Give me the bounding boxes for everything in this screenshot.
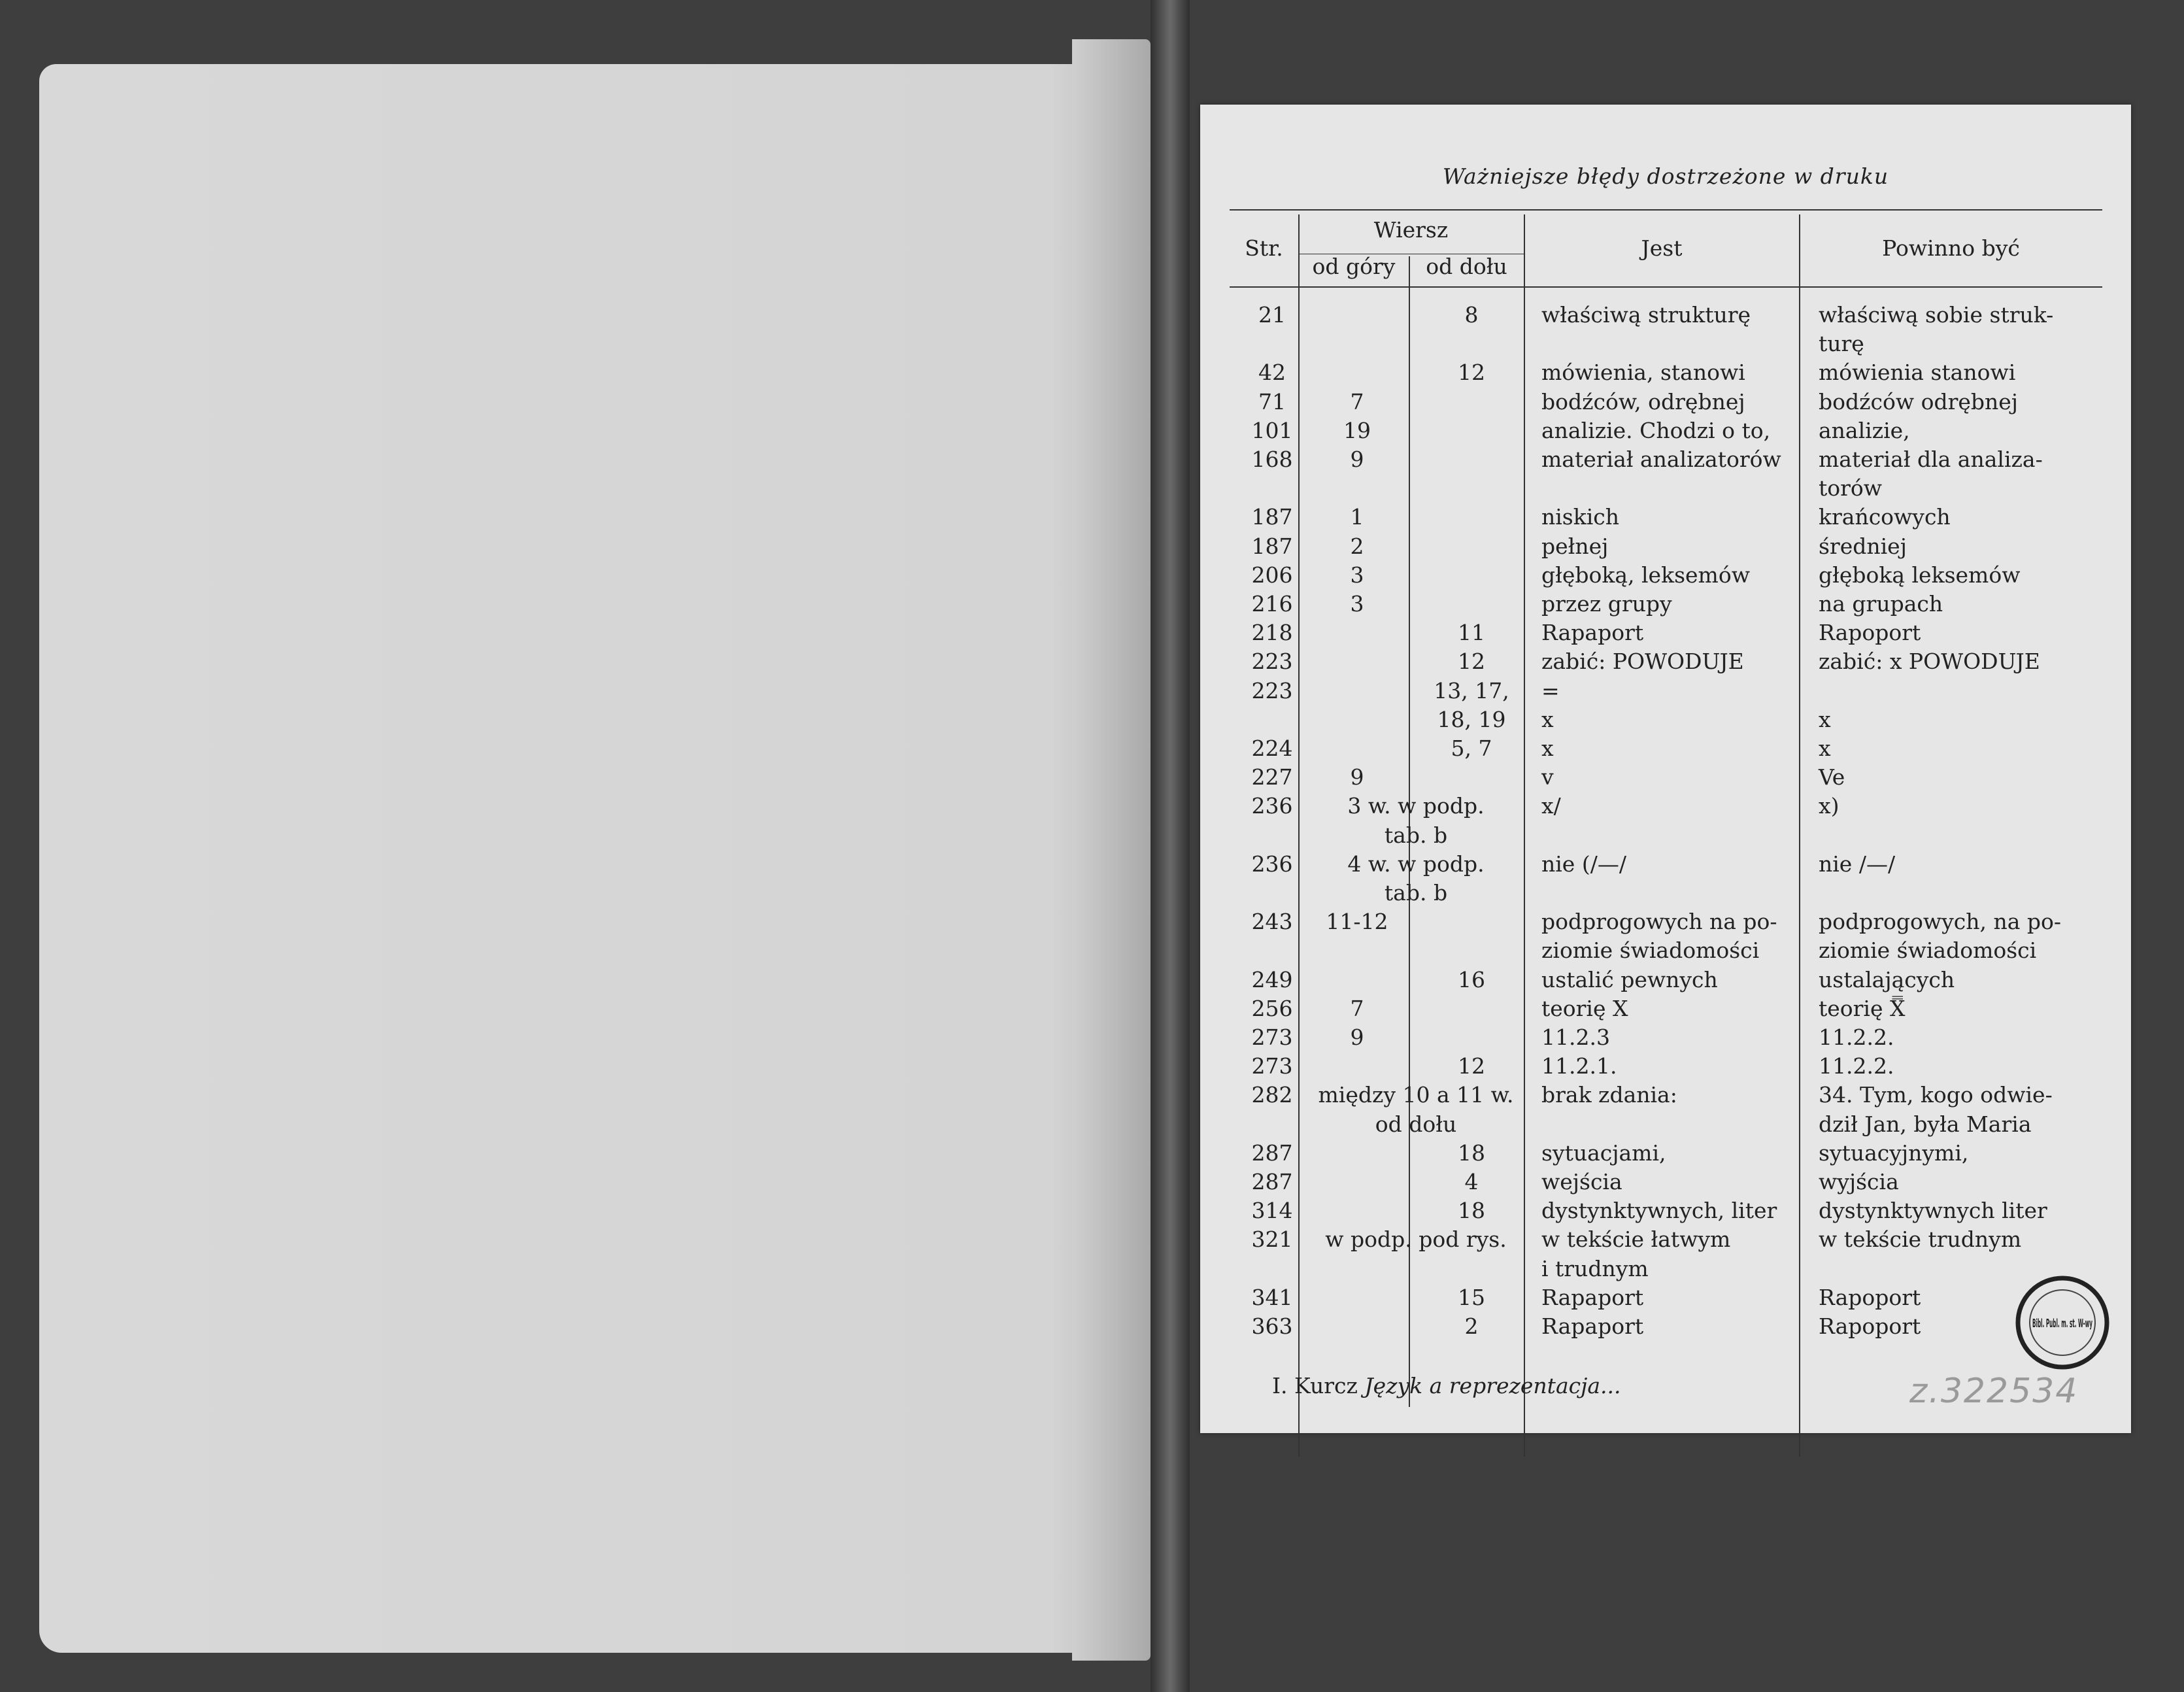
- stamp-text: Bibl. Publ. m. st. W-wy: [2032, 1317, 2093, 1330]
- library-stamp: [2013, 1274, 2111, 1372]
- line-from-bottom-cell: 16: [1458, 966, 1485, 992]
- page-number-cell: 273: [1251, 1024, 1293, 1050]
- page-number-cell: 168: [1251, 447, 1293, 472]
- erroneous-text-cell: 11.2.1.: [1541, 1053, 1617, 1079]
- page-number-cell: 187: [1251, 533, 1293, 559]
- erroneous-text-cell: głęboką, leksemów: [1541, 562, 1750, 588]
- line-from-top-cell: 9: [1350, 1024, 1364, 1050]
- corrected-text-cell: Rapoport: [1819, 1313, 1921, 1339]
- erroneous-text-cell: x: [1541, 736, 1554, 761]
- corrected-text-cell: głęboką leksemów: [1819, 562, 2021, 588]
- page-number-cell: 341: [1251, 1284, 1293, 1310]
- line-reference-cell: w podp. pod rys.: [1325, 1227, 1507, 1253]
- corrected-text-cell: sytuacyjnymi,: [1819, 1140, 1969, 1166]
- line-from-bottom-cell: 15: [1458, 1284, 1485, 1310]
- line-from-top-cell: 9: [1350, 447, 1364, 472]
- erroneous-text-cell: =: [1541, 677, 1560, 703]
- book-gutter: [1151, 0, 1190, 1692]
- erroneous-text-cell: 11.2.3: [1541, 1024, 1610, 1050]
- line-from-bottom-cell: 8: [1464, 302, 1479, 328]
- line-from-bottom-cell: 13, 17,: [1434, 677, 1509, 703]
- book-spine-edge: [1072, 39, 1151, 1661]
- page-number-cell: 282: [1251, 1082, 1293, 1108]
- line-from-bottom-cell: 18: [1458, 1140, 1485, 1166]
- page-number-cell: 224: [1251, 736, 1293, 761]
- erroneous-text-cell: ziomie świadomości: [1541, 938, 1760, 964]
- corrected-text-cell: podprogowych, na po-: [1819, 909, 2062, 935]
- corrected-text-cell: mówienia stanowi: [1819, 360, 2016, 386]
- erroneous-text-cell: przez grupy: [1541, 591, 1672, 617]
- corrected-text-cell: Rapoport: [1819, 620, 1921, 646]
- erroneous-text-cell: Rapaport: [1541, 1284, 1644, 1310]
- author-name: I. Kurcz: [1272, 1373, 1358, 1398]
- erroneous-text-cell: nie (/—/: [1541, 851, 1626, 877]
- errata-sheet: [1200, 105, 2131, 1433]
- corrected-text-cell: zabić: x POWODUJE: [1819, 649, 2040, 675]
- line-reference-cell: od dołu: [1375, 1111, 1457, 1137]
- page-number-cell: 236: [1251, 851, 1293, 877]
- erroneous-text-cell: Rapaport: [1541, 1313, 1644, 1339]
- page-number-cell: 363: [1251, 1313, 1293, 1339]
- corrected-text-cell: krańcowych: [1819, 504, 1951, 530]
- page-number-cell: 223: [1251, 649, 1293, 675]
- corrected-text-cell: dystynktywnych liter: [1819, 1198, 2047, 1224]
- page-number-cell: 218: [1251, 620, 1293, 646]
- line-from-bottom-cell: 18, 19: [1437, 706, 1506, 732]
- erroneous-text-cell: pełnej: [1541, 533, 1609, 559]
- erroneous-text-cell: materiał analizatorów: [1541, 447, 1781, 472]
- erroneous-text-cell: dystynktywnych, liter: [1541, 1198, 1777, 1224]
- line-from-top-cell: 11-12: [1326, 909, 1388, 935]
- header-wiersz: Wiersz: [1373, 217, 1449, 243]
- corrected-text-cell: dził Jan, była Maria: [1819, 1111, 2032, 1137]
- page-number-cell: 243: [1251, 909, 1293, 935]
- corrected-text-cell: 34. Tym, kogo odwie-: [1819, 1082, 2053, 1108]
- corrected-text-cell: turę: [1819, 331, 1864, 357]
- corrected-text-cell: 11.2.2.: [1819, 1024, 1894, 1050]
- corrected-text-cell: materiał dla analiza-: [1819, 447, 2043, 472]
- page-number-cell: 223: [1251, 677, 1293, 703]
- line-from-bottom-cell: 12: [1458, 1053, 1485, 1079]
- corrected-text-cell: wyjścia: [1819, 1169, 1899, 1194]
- erroneous-text-cell: teorię X: [1541, 995, 1628, 1021]
- line-from-bottom-cell: 5, 7: [1451, 736, 1492, 761]
- corrected-text-cell: właściwą sobie struk-: [1819, 302, 2054, 328]
- page-number-cell: 42: [1258, 360, 1286, 386]
- corrected-text-cell: Rapoport: [1819, 1284, 1921, 1310]
- erroneous-text-cell: ustalić pewnych: [1541, 966, 1718, 992]
- erroneous-text-cell: w tekście łatwym: [1541, 1227, 1731, 1253]
- header-bottom-rule: [1230, 286, 2102, 288]
- errata-title: Ważniejsze błędy dostrzeżone w druku: [1442, 163, 1889, 189]
- line-reference-cell: między 10 a 11 w.: [1318, 1082, 1514, 1108]
- page-number-cell: 216: [1251, 591, 1293, 617]
- line-reference-cell: tab. b: [1384, 822, 1448, 848]
- line-from-top-cell: 9: [1350, 764, 1364, 790]
- corrected-text-cell: na grupach: [1819, 591, 1943, 617]
- header-jest: Jest: [1641, 235, 1683, 261]
- page-number-cell: 101: [1251, 417, 1293, 443]
- erroneous-text-cell: sytuacjami,: [1541, 1140, 1666, 1166]
- erroneous-text-cell: zabić: POWODUJE: [1541, 649, 1744, 675]
- line-from-top-cell: 1: [1350, 504, 1364, 530]
- page-number-cell: 273: [1251, 1053, 1293, 1079]
- corrected-text-cell: bodźców odrębnej: [1819, 388, 2019, 415]
- line-from-top-cell: 2: [1350, 533, 1364, 559]
- table-top-rule: [1230, 209, 2102, 211]
- corrected-text-cell: teorię X̿: [1819, 995, 1906, 1021]
- corrected-text-cell: x: [1819, 736, 1831, 761]
- page-number-cell: 227: [1251, 764, 1293, 790]
- corrected-text-cell: nie /—/: [1819, 851, 1896, 877]
- page-number-cell: 71: [1258, 388, 1286, 415]
- erroneous-text-cell: v: [1541, 764, 1554, 790]
- line-from-bottom-cell: 18: [1458, 1198, 1485, 1224]
- page-number-cell: 249: [1251, 966, 1293, 992]
- header-od-dolu: od dołu: [1426, 254, 1507, 279]
- line-reference-cell: tab. b: [1384, 880, 1448, 905]
- corrected-text-cell: Ve: [1819, 764, 1845, 790]
- line-from-bottom-cell: 4: [1464, 1169, 1479, 1194]
- erroneous-text-cell: bodźców, odrębnej: [1541, 388, 1745, 415]
- line-from-top-cell: 3: [1350, 562, 1364, 588]
- page-number-cell: 287: [1251, 1169, 1293, 1194]
- line-from-bottom-cell: 12: [1458, 649, 1485, 675]
- page-number-cell: 187: [1251, 504, 1293, 530]
- book-reference: [1272, 1373, 1621, 1398]
- erroneous-text-cell: Rapaport: [1541, 620, 1644, 646]
- corrected-text-cell: ustalających: [1819, 966, 1955, 992]
- corrected-text-cell: analizie,: [1819, 417, 1910, 443]
- corrected-text-cell: x): [1819, 793, 1840, 819]
- book-title: Język a reprezentacja...: [1364, 1373, 1621, 1398]
- header-od-gory: od góry: [1312, 254, 1396, 279]
- erroneous-text-cell: niskich: [1541, 504, 1620, 530]
- erroneous-text-cell: podprogowych na po-: [1541, 909, 1777, 935]
- line-from-bottom-cell: 2: [1464, 1313, 1479, 1339]
- erroneous-text-cell: i trudnym: [1541, 1255, 1649, 1281]
- line-from-top-cell: 7: [1350, 388, 1364, 415]
- page-number-cell: 236: [1251, 793, 1293, 819]
- corrected-text-cell: w tekście trudnym: [1819, 1227, 2022, 1253]
- line-from-bottom-cell: 11: [1458, 620, 1485, 646]
- page-number-cell: 287: [1251, 1140, 1293, 1166]
- line-from-top-cell: 3: [1350, 591, 1364, 617]
- erroneous-text-cell: właściwą strukturę: [1541, 302, 1751, 328]
- line-from-top-cell: 7: [1350, 995, 1364, 1021]
- page-number-cell: 256: [1251, 995, 1293, 1021]
- corrected-text-cell: ziomie świadomości: [1819, 938, 2037, 964]
- page-number-cell: 206: [1251, 562, 1293, 588]
- line-reference-cell: 4 w. w podp.: [1347, 851, 1485, 877]
- erroneous-text-cell: brak zdania:: [1541, 1082, 1677, 1108]
- corrected-text-cell: średniej: [1819, 533, 1907, 559]
- page-number-cell: 314: [1251, 1198, 1293, 1224]
- line-reference-cell: 3 w. w podp.: [1347, 793, 1485, 819]
- header-str: Str.: [1245, 235, 1283, 261]
- erroneous-text-cell: x: [1541, 706, 1554, 732]
- blank-left-page: [39, 64, 1164, 1653]
- erroneous-text-cell: analizie. Chodzi o to,: [1541, 417, 1771, 443]
- corrected-text-cell: torów: [1819, 475, 1883, 501]
- line-from-top-cell: 19: [1343, 417, 1371, 443]
- library-shelf-mark: z.322534: [1909, 1372, 2079, 1411]
- header-powinno: Powinno być: [1882, 235, 2020, 261]
- column-rule-jest: [1799, 214, 1800, 1457]
- line-from-bottom-cell: 12: [1458, 360, 1485, 386]
- page-number-cell: 321: [1251, 1227, 1293, 1253]
- corrected-text-cell: 11.2.2.: [1819, 1053, 1894, 1079]
- erroneous-text-cell: wejścia: [1541, 1169, 1622, 1194]
- corrected-text-cell: x: [1819, 706, 1831, 732]
- erroneous-text-cell: x/: [1541, 793, 1561, 819]
- erroneous-text-cell: mówienia, stanowi: [1541, 360, 1745, 386]
- page-number-cell: 21: [1258, 302, 1286, 328]
